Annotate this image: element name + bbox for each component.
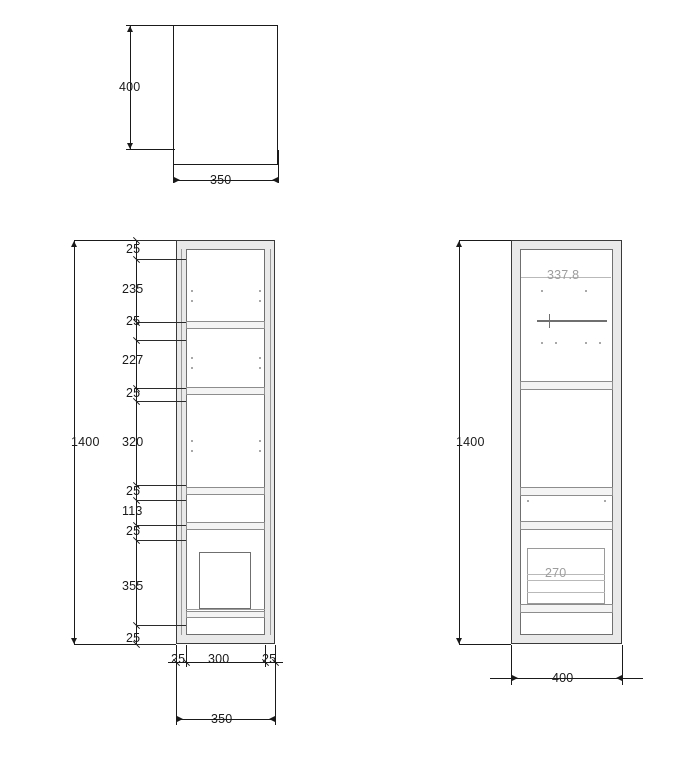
fastener-dot (541, 290, 543, 292)
side-depth-ext-right (622, 645, 623, 685)
fastener-dot (259, 440, 261, 442)
side-height-ext-bottom (459, 644, 511, 645)
segment-ext-line (136, 340, 186, 341)
segment-label-9: 25 (126, 524, 141, 538)
segment-ext-line (136, 540, 186, 541)
segment-ext-line (136, 644, 176, 645)
top-view-height-label: 400 (119, 80, 141, 94)
side-drawer-depth-label: 270 (545, 566, 567, 580)
top-view-dim-arrow-up (127, 26, 133, 32)
fastener-dot (259, 357, 261, 359)
fastener-dot (191, 357, 193, 359)
top-view-ext-line-top (126, 25, 175, 26)
fastener-dot (259, 300, 261, 302)
fastener-dot (191, 290, 193, 292)
front-right-wall-label: 25 (262, 652, 277, 666)
side-height-arrow-down (456, 638, 462, 644)
front-view-shelf-1 (186, 321, 265, 329)
side-view-basket-line-2 (527, 592, 605, 593)
front-view-left-wall-edge (181, 249, 182, 635)
fastener-dot (585, 290, 587, 292)
fastener-dot (555, 342, 557, 344)
segment-ext-line (136, 485, 186, 486)
segment-label-6: 320 (122, 435, 144, 449)
side-height-ext-top (459, 240, 511, 241)
segment-label-5: 25 (126, 386, 141, 400)
fastener-dot (527, 500, 529, 502)
fastener-dot (599, 342, 601, 344)
front-left-wall-label: 25 (171, 652, 186, 666)
segment-label-11: 25 (126, 631, 141, 645)
fastener-dot (259, 290, 261, 292)
side-depth-arrow-right (616, 675, 622, 681)
top-view-dim-arrow-right (272, 177, 278, 183)
front-width-arrow-left (177, 716, 183, 722)
segment-label-4: 227 (122, 353, 144, 367)
segment-label-1: 25 (126, 242, 141, 256)
front-view-total-height-label: 1400 (71, 435, 100, 449)
segment-ext-line (136, 500, 186, 501)
side-view-shelf-upper (520, 381, 613, 390)
side-total-height-label: 1400 (456, 435, 485, 449)
front-view-basket-rail (186, 609, 265, 610)
fastener-dot (259, 450, 261, 452)
front-width-ext-right (275, 667, 276, 725)
front-view-total-height-arrow-up (71, 241, 77, 247)
front-view-shelf-2 (186, 387, 265, 395)
top-view-ext-line-right (278, 150, 279, 183)
side-view-shelf-lower (520, 521, 613, 530)
front-view-right-wall-edge (270, 249, 271, 635)
fastener-dot (191, 300, 193, 302)
top-view-dim-arrow-left (174, 177, 180, 183)
front-view-shelf-4 (186, 522, 265, 530)
top-view-ext-line-bottom (126, 149, 175, 150)
front-total-width-label: 350 (211, 712, 233, 726)
side-view-rail-support (549, 314, 550, 328)
segment-ext-line (136, 240, 176, 241)
side-total-depth-label: 400 (552, 671, 574, 685)
fastener-dot (191, 440, 193, 442)
front-view-shelf-3 (186, 487, 265, 495)
side-view-rail (537, 320, 607, 322)
front-view-bottom-rail (186, 611, 265, 618)
segment-ext-line (136, 525, 186, 526)
segment-ext-line (136, 322, 186, 323)
segment-label-10: 355 (122, 579, 144, 593)
side-depth-arrow-left (512, 675, 518, 681)
top-view-width-label: 350 (210, 173, 232, 187)
side-view-basket-line (527, 580, 605, 581)
segment-ext-line (136, 401, 186, 402)
front-width-arrow-right (269, 716, 275, 722)
front-view-basket (199, 552, 251, 609)
segment-ext-line (136, 625, 186, 626)
segment-label-2: 235 (122, 282, 144, 296)
fastener-dot (191, 450, 193, 452)
fastener-dot (259, 367, 261, 369)
top-view-body (173, 25, 278, 165)
side-height-arrow-up (456, 241, 462, 247)
front-view-total-height-arrow-down (71, 638, 77, 644)
fastener-dot (604, 500, 606, 502)
segment-ext-line (136, 259, 186, 260)
fastener-dot (191, 367, 193, 369)
top-view-dim-arrow-down (127, 143, 133, 149)
fastener-dot (541, 342, 543, 344)
fastener-dot (585, 342, 587, 344)
side-shelf-depth-label: 337.8 (547, 268, 580, 282)
segment-ext-line (136, 388, 186, 389)
front-inner-width-label: 300 (208, 652, 230, 666)
side-view-shelf-mid (520, 487, 613, 496)
segment-label-8: 113 (122, 504, 143, 518)
segment-label-3: 25 (126, 314, 141, 328)
side-view-drawer-front (520, 604, 613, 613)
segment-label-7: 25 (126, 484, 141, 498)
